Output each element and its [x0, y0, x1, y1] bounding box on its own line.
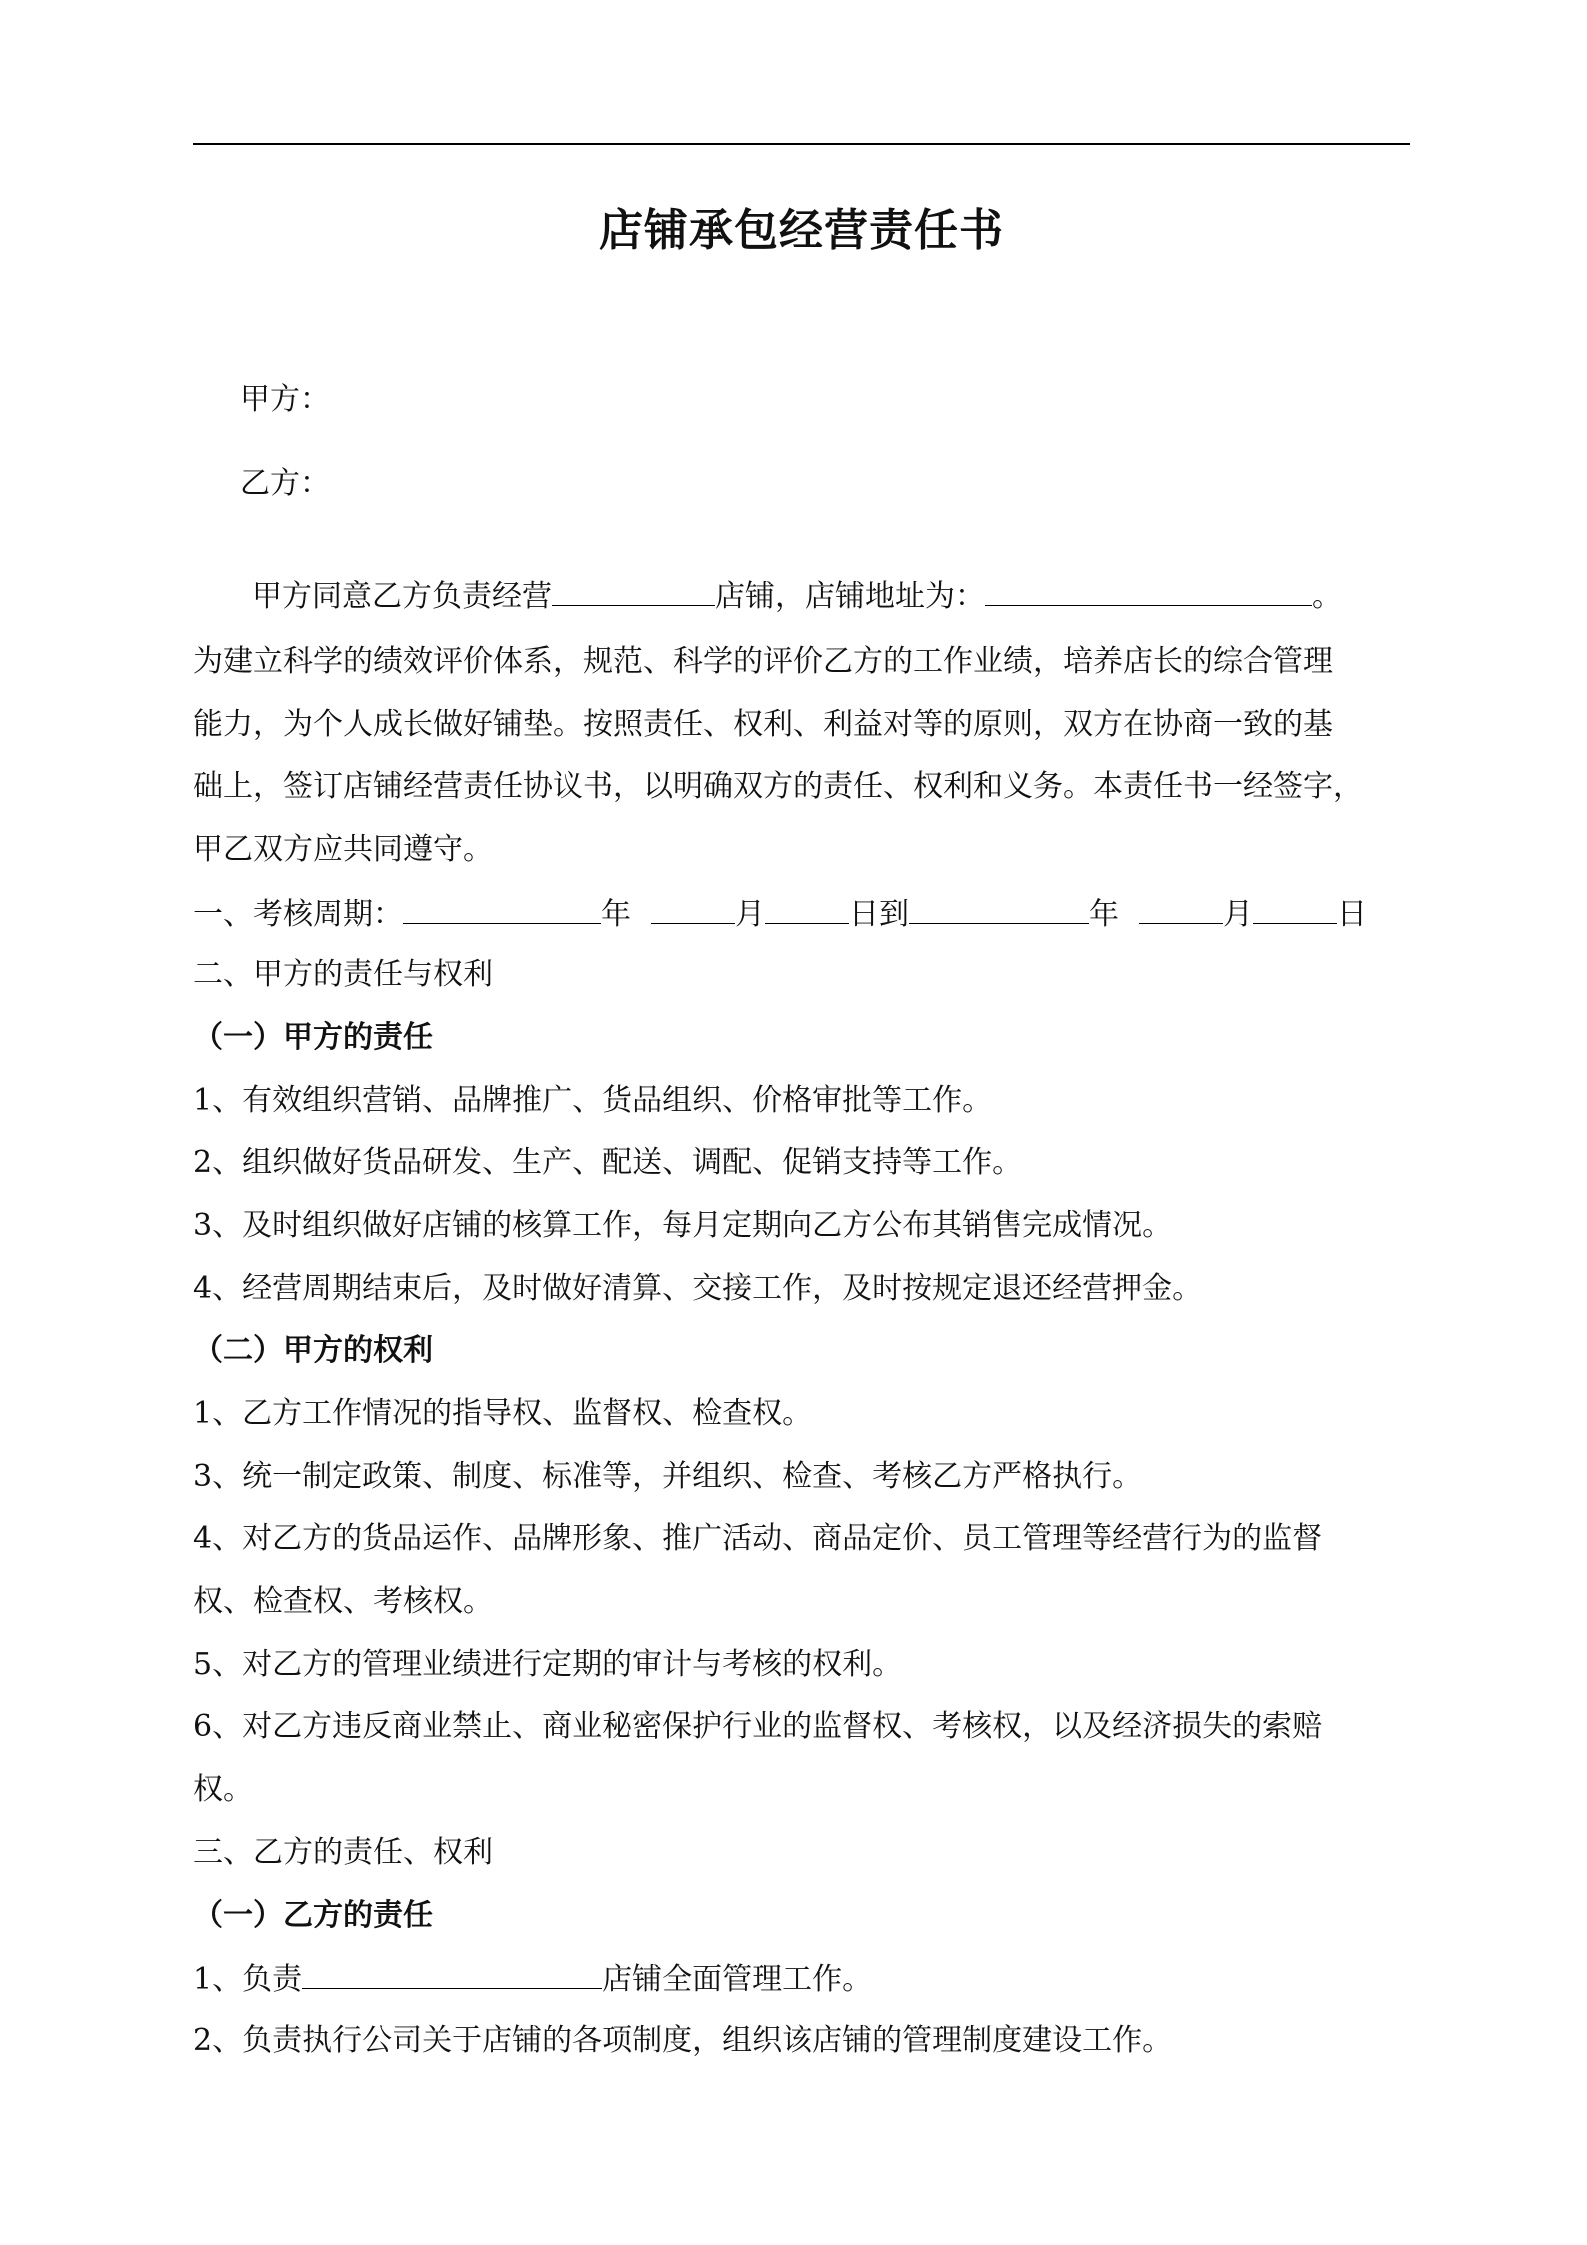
responsible-prefix: 1、负责 [193, 1962, 303, 1997]
section-3-sub-1-heading: （一）乙方的责任 [193, 1898, 433, 1933]
start-month-blank[interactable] [651, 893, 735, 924]
day-label-2: 日 [1337, 897, 1367, 932]
list-item: 权。 [193, 1772, 253, 1807]
list-item: 权、检查权、考核权。 [193, 1584, 493, 1619]
list-item: 2、组织做好货品研发、生产、配送、调配、促销支持等工作。 [193, 1145, 1023, 1180]
list-item: 3、及时组织做好店铺的核算工作，每月定期向乙方公布其销售完成情况。 [193, 1208, 1173, 1243]
list-item: 4、对乙方的货品运作、品牌形象、推广活动、商品定价、员工管理等经营行为的监督 [193, 1521, 1323, 1556]
intro-text-1: 甲方同意乙方负责经营 [252, 579, 552, 614]
intro-text-3: 。 [1312, 579, 1342, 614]
end-day-blank[interactable] [1253, 893, 1337, 924]
store-name-blank[interactable] [552, 575, 715, 606]
assessment-period-label: 一、考核周期： [193, 897, 403, 932]
section-2-sub-1-heading: （一）甲方的责任 [193, 1020, 433, 1055]
list-item: 3、统一制定政策、制度、标准等，并组织、检查、考核乙方严格执行。 [193, 1459, 1143, 1494]
year-label-2: 年 [1089, 897, 1119, 932]
month-label-1: 月 [735, 897, 765, 932]
store-address-blank[interactable] [985, 575, 1312, 606]
list-item: 5、对乙方的管理业绩进行定期的审计与考核的权利。 [193, 1647, 903, 1682]
intro-line-4: 础上，签订店铺经营责任协议书，以明确双方的责任、权利和义务。本责任书一经签字， [193, 769, 1363, 804]
intro-text-2: 店铺，店铺地址为： [715, 579, 985, 614]
year-label-1: 年 [601, 897, 631, 932]
end-year-blank[interactable] [909, 893, 1089, 924]
section-2-sub-2-heading: （二）甲方的权利 [193, 1333, 433, 1368]
intro-line-3: 能力，为个人成长做好铺垫。按照责任、权利、利益对等的原则，双方在协商一致的基 [193, 707, 1333, 742]
start-day-blank[interactable] [765, 893, 849, 924]
list-item: 1、乙方工作情况的指导权、监督权、检查权。 [193, 1396, 813, 1431]
store-managed-blank[interactable] [302, 1958, 602, 1989]
responsible-suffix: 店铺全面管理工作。 [602, 1962, 873, 1997]
day-to-label: 日到 [849, 897, 909, 932]
intro-line-5: 甲乙双方应共同遵守。 [193, 832, 493, 867]
party-b-label: 乙方： [240, 466, 330, 501]
list-item: 1、有效组织营销、品牌推广、货品组织、价格审批等工作。 [193, 1083, 993, 1118]
list-item: 4、经营周期结束后，及时做好清算、交接工作，及时按规定退还经营押金。 [193, 1271, 1203, 1306]
list-item: 6、对乙方违反商业禁止、商业秘密保护行业的监督权、考核权，以及经济损失的索赔 [193, 1709, 1323, 1744]
end-month-blank[interactable] [1139, 893, 1223, 924]
intro-line-1 [252, 575, 1472, 617]
start-year-blank[interactable] [403, 893, 601, 924]
header-rule [193, 143, 1410, 145]
section-2-heading: 二、甲方的责任与权利 [193, 957, 493, 992]
section-3-heading: 三、乙方的责任、权利 [193, 1835, 493, 1870]
intro-line-2: 为建立科学的绩效评价体系，规范、科学的评价乙方的工作业绩，培养店长的综合管理 [193, 644, 1333, 679]
party-a-label: 甲方： [240, 382, 330, 417]
document-title: 店铺承包经营责任书 [599, 205, 1004, 256]
list-item: 2、负责执行公司关于店铺的各项制度，组织该店铺的管理制度建设工作。 [193, 2023, 1173, 2058]
month-label-2: 月 [1223, 897, 1253, 932]
assessment-period-line [193, 893, 1413, 935]
list-item [193, 1958, 1413, 2000]
